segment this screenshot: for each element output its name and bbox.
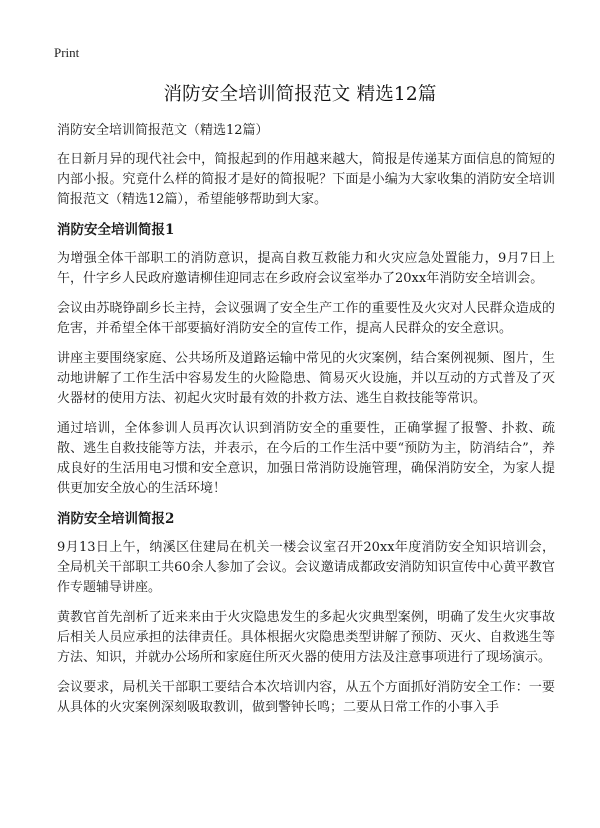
- section-1-paragraph-2: 会议由苏晓铮副乡长主持，会议强调了安全生产工作的重要性及火灾对人民群众造成的危害，并希望全体干部要搞好消防安全的宣传工作，提高人民群众的安全意识。: [57, 301, 555, 336]
- document-subtitle: 消防安全培训简报范文（精选12篇）: [57, 123, 269, 138]
- section-2-paragraph-3: 会议要求，局机关干部职工要结合本次培训内容，从五个方面抓好消防安全工作：一要从具体的火灾案例深刻吸取教训，做到警钟长鸣；二要从日常工作的小事入手: [57, 680, 555, 715]
- section-1-paragraph-1: 为增强全体干部职工的消防意识，提高自救互救能力和火灾应急处置能力，9月7日上午，什字乡人民政府邀请柳佳迎同志在乡政府会议室举办了20xx年消防安全培训会。: [57, 251, 555, 286]
- print-link[interactable]: Print: [54, 45, 80, 60]
- document-body: [57, 121, 555, 728]
- document-title: 消防安全培训简报范文 精选12篇: [163, 84, 437, 105]
- section-2-paragraph-1: 9月13日上午，纳溪区住建局在机关一楼会议室召开20xx年度消防安全知识培训会，全局机关干部职工共60余人参加了会议。会议邀请成都政安消防知识宣传中心黄平教官作专题辅导讲座。: [57, 540, 555, 595]
- section-1-heading: 消防安全培训简报1: [57, 222, 175, 238]
- section-1-paragraph-4: 通过培训，全体参训人员再次认识到消防安全的重要性，正确掌握了报警、扑救、疏散、逃生自救技能等方法，并表示，在今后的工作生活中要“预防为主，防消结合”，养成良好的生活用电习惯和安全意识，加强日常消防设施管理，确保消防安全，为家人提供更加安全放心的生活环境！: [57, 421, 555, 496]
- section-2-paragraph-2: 黄教官首先剖析了近来来由于火灾隐患发生的多起火灾典型案例，明确了发生火灾事故后相关人员应承担的法律责任。具体根据火灾隐患类型讲解了预防、灭火、自救逃生等方法、知识，并就办公场所和家庭住所灭火器的使用方法及注意事项进行了现场演示。: [57, 610, 555, 665]
- section-1-paragraph-3: 讲座主要围绕家庭、公共场所及道路运输中常见的火灾案例，结合案例视频、图片，生动地讲解了工作生活中容易发生的火险隐患、简易灭火设施，并以互动的方式普及了灭火器材的使用方法、初起火灾时最有效的扑救方法、逃生自救技能等常识。: [57, 351, 555, 406]
- intro-paragraph: 在日新月异的现代社会中，简报起到的作用越来越大，简报是传递某方面信息的简短的内部小报。究竟什么样的简报才是好的简报呢？下面是小编为大家收集的消防安全培训简报范文（精选12篇），希望能够帮助到大家。: [57, 152, 555, 207]
- section-2-heading: 消防安全培训简报2: [57, 511, 175, 527]
